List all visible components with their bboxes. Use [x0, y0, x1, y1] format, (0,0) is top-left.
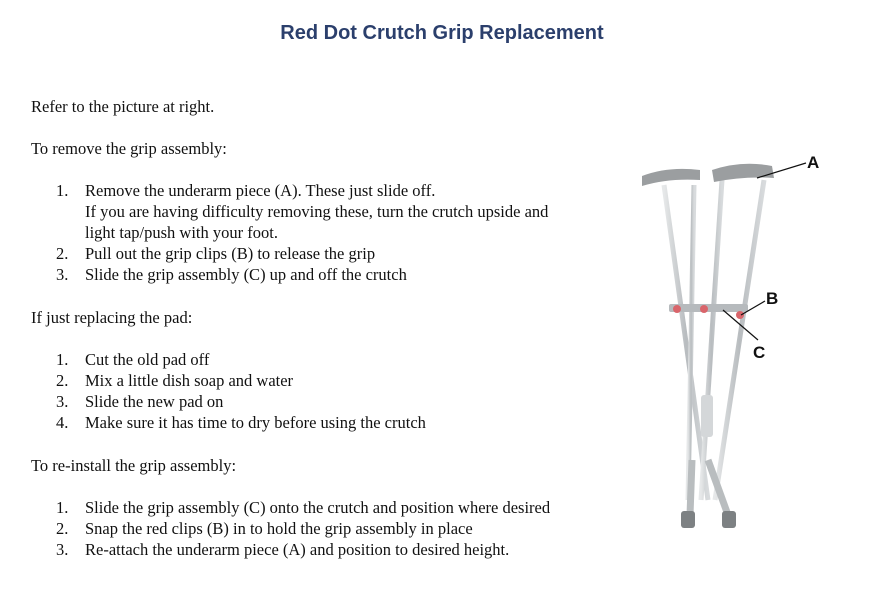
step-text-line: Cut the old pad off [85, 350, 210, 369]
intro-text: Refer to the picture at right. [31, 97, 215, 116]
step-text-line: Make sure it has time to dry before using the crutch [85, 413, 426, 432]
list-number: 1. [56, 181, 69, 200]
list-item [31, 497, 550, 518]
callout-label-b: B [766, 289, 779, 308]
list-number: 2. [56, 371, 69, 390]
list-number: 3. [56, 265, 69, 284]
callout-label-a: A [807, 153, 820, 172]
list-item [31, 518, 550, 539]
underarm-pad [712, 164, 774, 182]
step-text-line: Snap the red clips (B) in to hold the grip assembly in place [85, 519, 473, 538]
callout-label-c: C [753, 343, 766, 362]
grip-clip [736, 311, 744, 319]
grip-clip [673, 305, 681, 313]
crutch-diagram [630, 140, 876, 540]
section-heading-reinstall: To re-install the grip assembly: [31, 456, 237, 475]
list-number: 1. [56, 498, 69, 517]
section-heading-remove: To remove the grip assembly: [31, 139, 227, 158]
step-text-line: Re-attach the underarm piece (A) and position to desired height. [85, 540, 510, 559]
step-text-line: Slide the new pad on [85, 392, 224, 411]
section-heading-replace-pad: If just replacing the pad: [31, 308, 193, 327]
step-text-line: light tap/push with your foot. [85, 223, 278, 242]
list-item [31, 264, 548, 285]
step-text-line: Pull out the grip clips (B) to release the grip [85, 244, 376, 263]
list-item [31, 539, 550, 560]
step-text-line: If you are having difficulty removing these, turn the crutch upside and [85, 202, 549, 221]
list-number: 3. [56, 540, 69, 559]
list-item [31, 180, 548, 243]
list-item [31, 412, 426, 433]
list-item [31, 391, 426, 412]
replace-pad-steps-list [31, 349, 426, 433]
underarm-pad [642, 169, 700, 186]
list-number: 4. [56, 413, 69, 432]
reinstall-steps-list [31, 497, 550, 560]
step-text-line: Slide the grip assembly (C) up and off the crutch [85, 265, 407, 284]
list-number: 1. [56, 350, 69, 369]
list-item [31, 370, 426, 391]
step-text-line: Mix a little dish soap and water [85, 371, 294, 390]
page-title: Red Dot Crutch Grip Replacement [280, 22, 604, 44]
crutch-tip [681, 511, 695, 528]
crutch-left [642, 169, 708, 528]
grip-clip [700, 305, 708, 313]
step-text-line: Slide the grip assembly (C) onto the crutch and position where desired [85, 498, 551, 517]
list-item [31, 243, 548, 264]
list-number: 3. [56, 392, 69, 411]
list-item [31, 349, 426, 370]
crutch-tip [722, 511, 736, 528]
remove-steps-list [31, 180, 548, 285]
crutch-adjuster [701, 395, 713, 437]
step-text-line: Remove the underarm piece (A). These just slide off. [85, 181, 436, 200]
list-number: 2. [56, 244, 69, 263]
list-number: 2. [56, 519, 69, 538]
